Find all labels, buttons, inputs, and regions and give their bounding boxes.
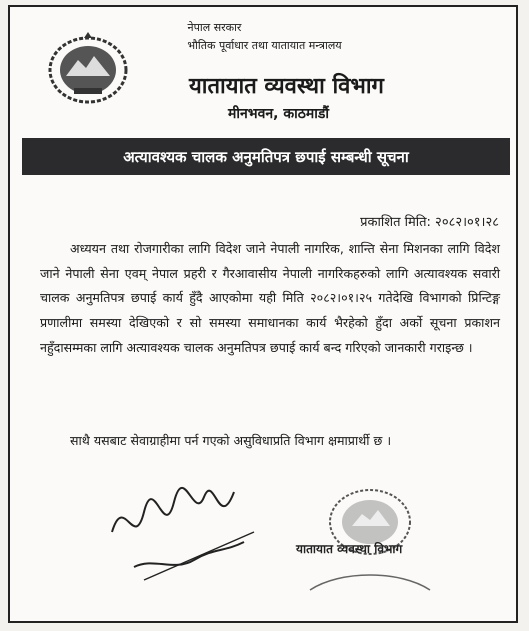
- notice-title-band: [22, 138, 510, 175]
- published-date: प्रकाशित मिति: २०८२।०१।२८: [360, 215, 499, 230]
- ministry-name: भौतिक पूर्वाधार तथा यातायात मन्त्रालय: [187, 39, 342, 52]
- notice-title: अत्यावश्यक चालक अनुमतिपत्र छपाई सम्बन्धी सूचना: [123, 147, 409, 166]
- handwritten-signature: [104, 472, 264, 592]
- government-name: नेपाल सरकार: [187, 21, 242, 34]
- department-name: यातायात व्यवस्था विभाग: [189, 74, 384, 99]
- closing-statement: साथै यसबाट सेवाग्राहीमा पर्न गएको असुविधाप्रति विभाग क्षमाप्रार्थी छ ।: [70, 433, 392, 448]
- stamp-department-label: यातायात व्यवस्था विभाग: [296, 542, 403, 556]
- notice-body: अध्ययन तथा रोजगारीका लागि विदेश जाने नेपाली नागरिक, शान्ति सेना मिशनका लागि विदेश जाने नेपाली सेना एवम् नेपाल प्रहरी र गैरआवासीय नेपाली नागरिकहरुको लागि अत्यावश्यक सवारी चालक अनुमतिपत्र छपाई कार्य हुँदै आएकोमा यही मिति २०८२।०१।२५ गतेदेखि विभागको प्रिन्टिङ्ग प्रणालीमा समस्या देखिएको र सो समस्या समाधानका कार्य भैरहेको हुँदा अर्को सूचना प्रकाशन नहुँदासम्मका लागि अत्यावश्यक चालक अनुमतिपत्र छपाई कार्य बन्द गरिएको जानकारी गराइन्छ ।: [40, 241, 500, 355]
- department-address: मीनभवन, काठमाडौं: [228, 106, 329, 122]
